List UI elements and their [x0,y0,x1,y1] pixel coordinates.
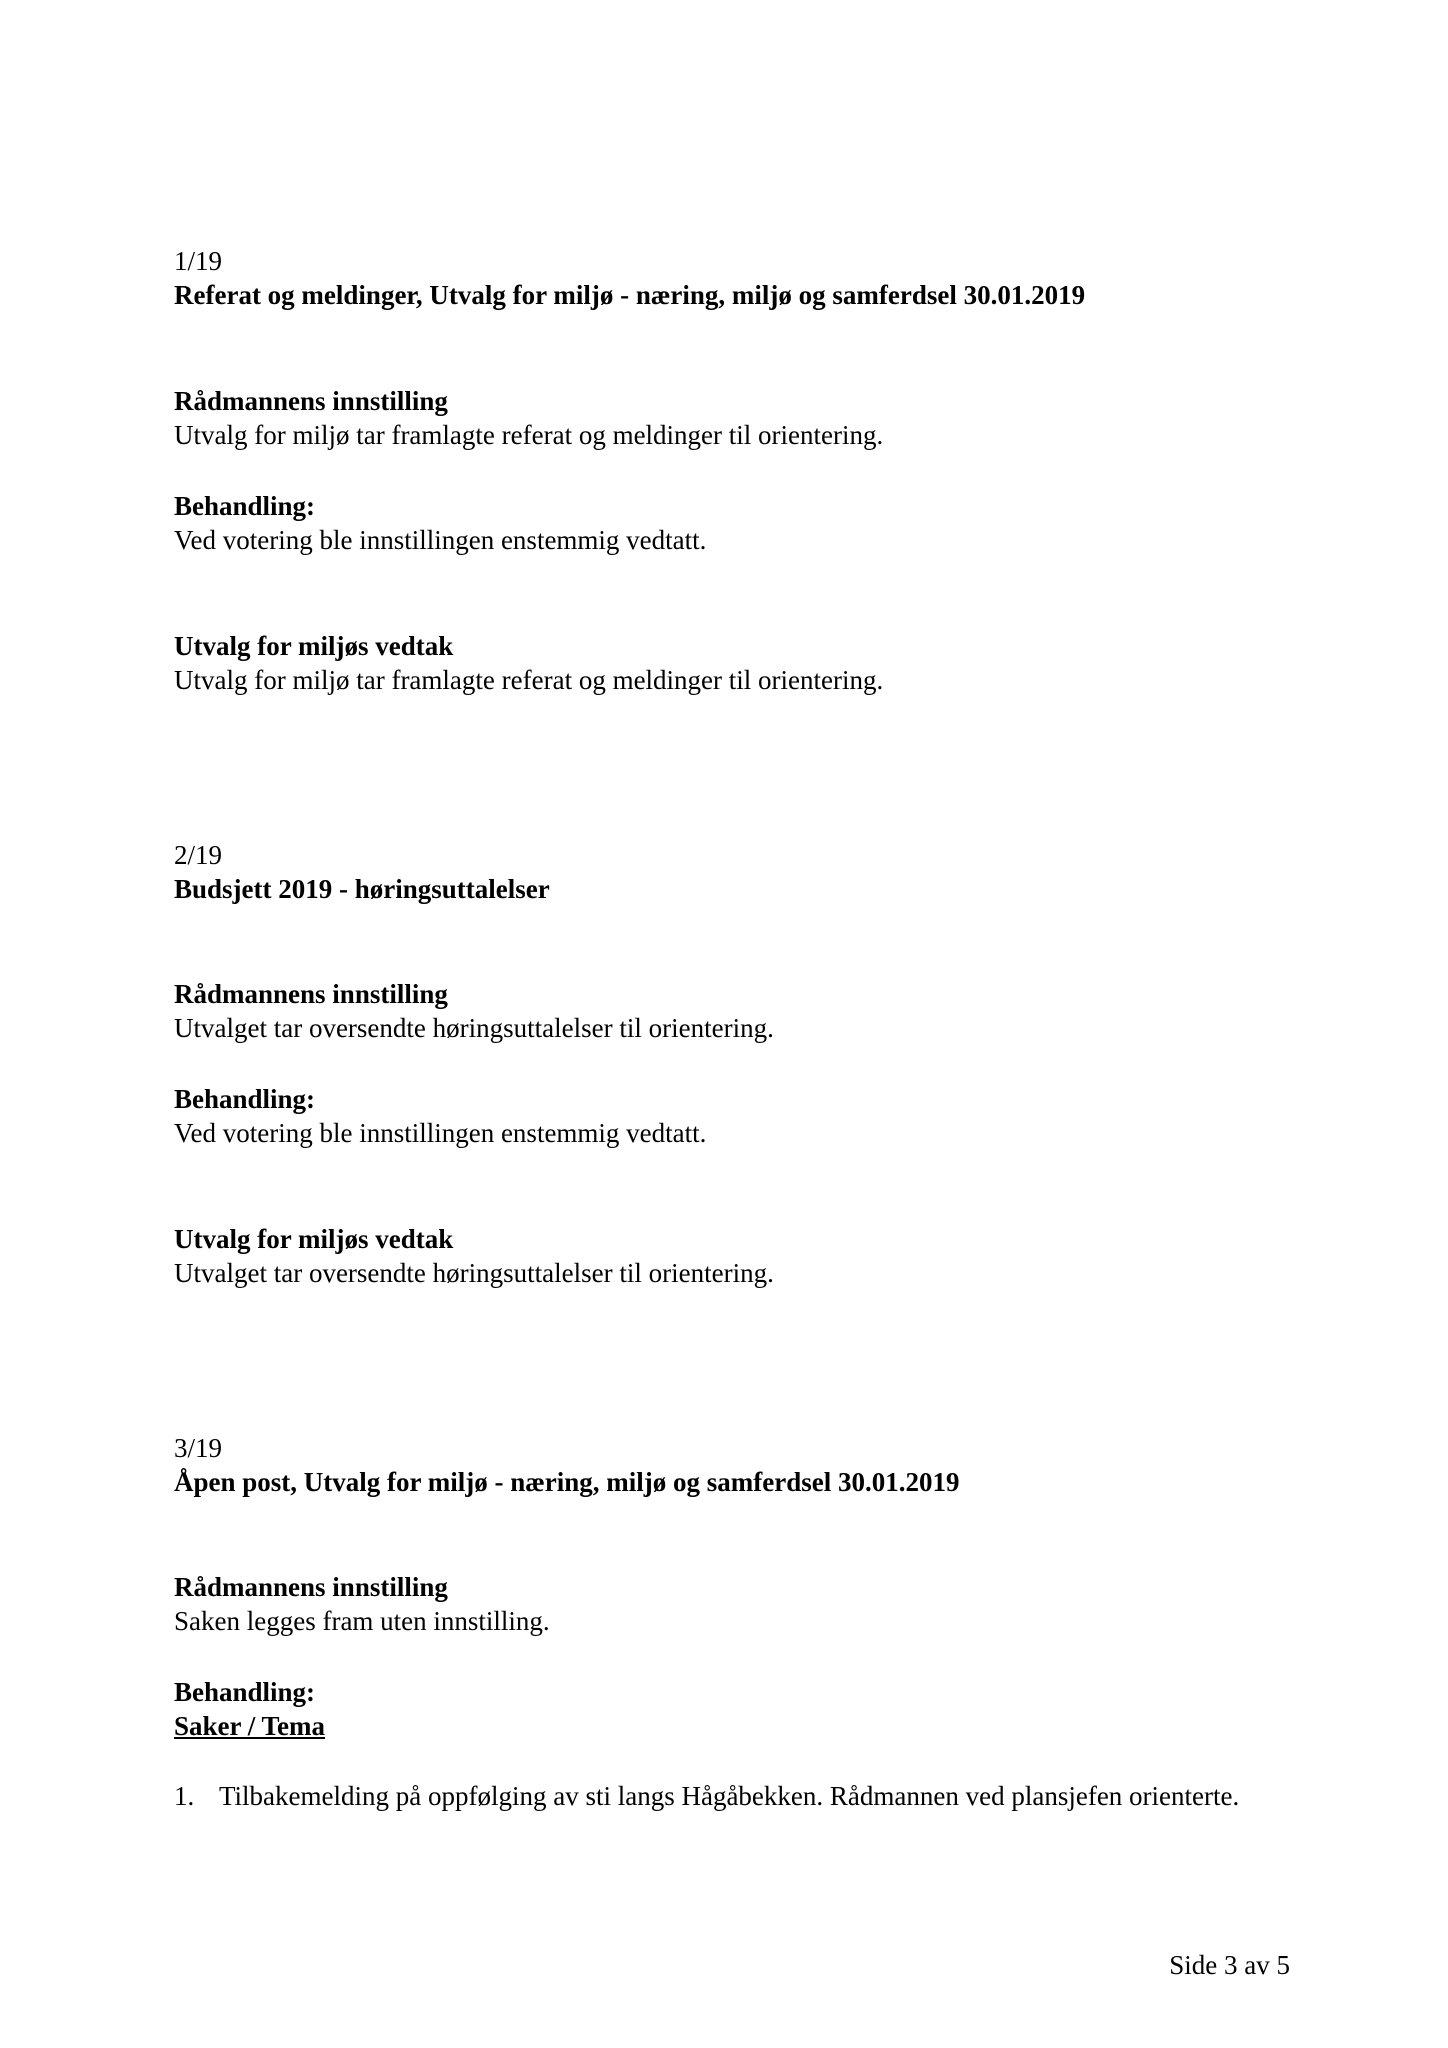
recommendation-heading-1: Rådmannens innstilling [174,386,448,416]
case-title-2: Budsjett 2019 - høringsuttalelser [174,874,550,904]
recommendation-text-2: Utvalget tar oversendte høringsuttalelser til orientering. [174,1013,774,1043]
decision-heading-1: Utvalg for miljøs vedtak [174,631,454,661]
recommendation-heading-3: Rådmannens innstilling [174,1572,448,1602]
treatment-text-1: Ved votering ble innstillingen enstemmig vedtatt. [174,525,707,555]
treatment-heading-1: Behandling: [174,491,316,521]
case-title-3: Åpen post, Utvalg for miljø - næring, miljø og samferdsel 30.01.2019 [174,1467,960,1497]
recommendation-text-3: Saken legges fram uten innstilling. [174,1606,550,1636]
list-item-text: Tilbakemelding på oppfølging av sti langs Hågåbekken. Rådmannen ved plansjefen orienterte. [219,1781,1240,1811]
case-number-2: 2/19 [174,840,223,870]
decision-text-2: Utvalget tar oversendte høringsuttalelser til orientering. [174,1258,774,1288]
page-number: Side 3 av 5 [1169,1950,1290,1980]
treatment-heading-3: Behandling: [174,1677,316,1707]
list-item-number: 1. [174,1781,195,1811]
case-number-3: 3/19 [174,1433,223,1463]
case-number-1: 1/19 [174,246,223,276]
treatment-text-2: Ved votering ble innstillingen enstemmig vedtatt. [174,1118,707,1148]
recommendation-text-1: Utvalg for miljø tar framlagte referat og meldinger til orientering. [174,420,884,450]
recommendation-heading-2: Rådmannens innstilling [174,979,448,1009]
decision-heading-2: Utvalg for miljøs vedtak [174,1224,454,1254]
topics-subheading: Saker / Tema [174,1711,326,1741]
treatment-heading-2: Behandling: [174,1084,316,1114]
case-title-1: Referat og meldinger, Utvalg for miljø - næring, miljø og samferdsel 30.01.2019 [174,280,1086,310]
decision-text-1: Utvalg for miljø tar framlagte referat og meldinger til orientering. [174,665,884,695]
